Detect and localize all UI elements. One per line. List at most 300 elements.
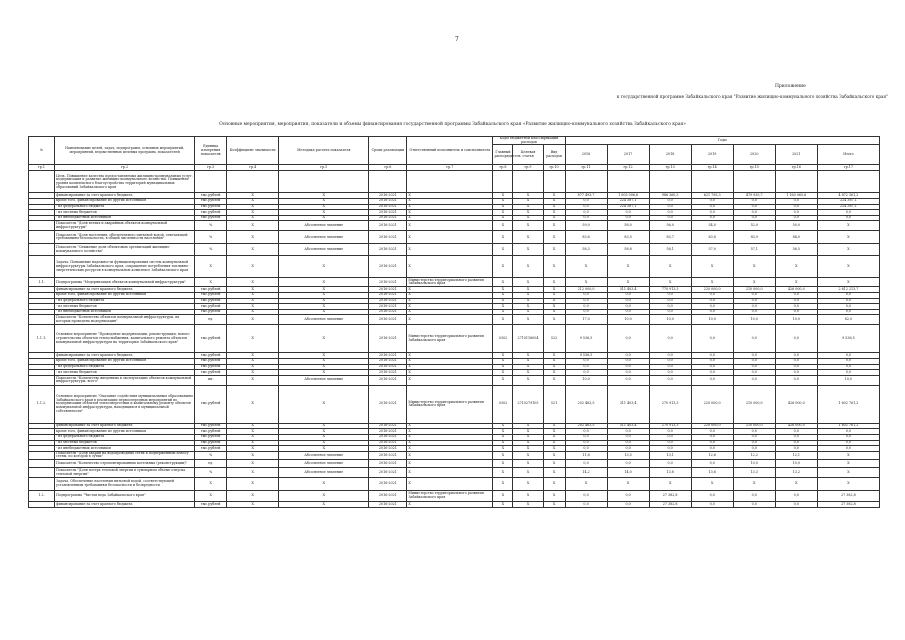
table-cell: X (195, 256, 227, 278)
table-cell: 13,5 (607, 451, 649, 459)
header-kbk-cs: Целевая статья (513, 145, 543, 165)
table-cell: 0302 (493, 325, 513, 353)
table-cell: 2016-2021 (369, 353, 407, 359)
table-cell: X (279, 215, 369, 221)
table-cell: 0,0 (565, 210, 607, 216)
table-cell: 0,0 (817, 298, 879, 304)
table-cell: - из федерального бюджета (55, 434, 195, 440)
table-cell: 2016-2021 (369, 204, 407, 210)
table-cell: 2710279105 (513, 385, 543, 423)
table-cell: X (407, 423, 493, 429)
table-cell: X (543, 292, 565, 298)
table-cell: 1 602 761,2 (817, 385, 879, 423)
table-cell: X (407, 231, 493, 244)
table-cell: 0,0 (649, 358, 691, 364)
table-cell: 0,0 (649, 304, 691, 310)
table-cell: X (649, 256, 691, 278)
table-cell: 13,8 (649, 468, 691, 478)
table-cell: тыс.рублей (195, 446, 227, 452)
table-cell (29, 478, 55, 491)
table-cell: 210 000,0 (733, 385, 775, 423)
col-num: гр.2 (55, 165, 195, 171)
table-cell: 0,0 (649, 204, 691, 210)
table-cell: Показатель "Количество введенных в эксплуатацию объектов коммунальной инфраструктуры, всего" (55, 375, 195, 385)
table-cell: 2016-2021 (369, 478, 407, 491)
table-cell: 14,2 (565, 468, 607, 478)
col-num: гр.9 (513, 165, 543, 171)
table-cell: 0,0 (691, 370, 733, 376)
table-cell: 0,0 (817, 358, 879, 364)
table-cell: X (513, 353, 543, 359)
table-cell: X (279, 304, 369, 310)
table-cell: X (493, 358, 513, 364)
table-cell: - из местных бюджетов (55, 370, 195, 376)
table-cell: 54,0 (691, 221, 733, 231)
table-cell: X (513, 278, 543, 287)
table-cell: 0,0 (691, 429, 733, 435)
table-cell: 0,0 (649, 325, 691, 353)
table-cell: 0,0 (607, 375, 649, 385)
table-cell: 2016-2021 (369, 451, 407, 459)
table-cell: 479 935,7 (733, 193, 775, 199)
table-cell: 0,0 (775, 325, 817, 353)
table-cell: X (407, 304, 493, 310)
table-cell: Абсолютное значение (279, 315, 369, 325)
table-cell: 0,0 (565, 199, 607, 205)
table-cell: 0,0 (775, 502, 817, 508)
table-cell: 56,0 (649, 221, 691, 231)
table-cell: X (407, 502, 493, 508)
table-cell: 57,0 (691, 244, 733, 256)
table-cell: тыс.рублей (195, 309, 227, 315)
table-cell: 0,0 (733, 309, 775, 315)
table-cell: 0,0 (775, 298, 817, 304)
table-cell: 2016-2021 (369, 364, 407, 370)
table-cell: X (543, 199, 565, 205)
table-cell: 12,1 (775, 451, 817, 459)
table-cell: X (543, 304, 565, 310)
table-row (29, 502, 880, 508)
table-cell: X (513, 204, 543, 210)
table-cell: X (227, 193, 279, 199)
table-cell: 0,0 (649, 309, 691, 315)
table-cell: 0,0 (607, 304, 649, 310)
table-cell: X (279, 429, 369, 435)
table-cell: X (493, 193, 513, 199)
table-cell: X (407, 429, 493, 435)
table-cell: 1 005 006,6 (607, 193, 649, 199)
table-cell: X (227, 325, 279, 353)
header-year-2021: 2021 (775, 145, 817, 165)
table-cell: 2016-2021 (369, 491, 407, 502)
table-cell: X (227, 385, 279, 423)
page-number: 7 (455, 36, 459, 43)
header-term: Сроки реализации (369, 137, 407, 165)
table-cell: 0,0 (607, 440, 649, 446)
table-cell: 0,0 (691, 491, 733, 502)
table-cell: X (407, 204, 493, 210)
table-cell (29, 171, 55, 193)
table-cell: тыс.рублей (195, 434, 227, 440)
table-cell (513, 171, 543, 193)
table-cell: Показатель "Доля потерь тепловой энергии в суммарном объеме отпуска тепловой энергии" (55, 468, 195, 478)
table-cell: 0,0 (607, 434, 649, 440)
table-cell: 10,0 (733, 460, 775, 468)
table-cell: 0,0 (649, 440, 691, 446)
col-num: гр.7 (407, 165, 493, 171)
table-cell: 0,0 (607, 210, 649, 216)
table-cell: 2016-2021 (369, 244, 407, 256)
table-cell: 2016-2021 (369, 298, 407, 304)
table-cell: Основное мероприятие "Проведение модернизации, реконструкции, нового строительства объектов теплоснабжения, капитального ремонта объектов коммунальной инфраструктуры на территории Забайкальского края" (55, 325, 195, 353)
table-cell: 0,0 (775, 429, 817, 435)
table-cell (29, 244, 55, 256)
table-cell: 82,0 (817, 315, 879, 325)
table-cell: 0,0 (775, 364, 817, 370)
table-cell: ед. (195, 460, 227, 468)
table-cell: Подпрограмма "Чистая вода Забайкальского края" (55, 491, 195, 502)
col-num: гр.16 (775, 165, 817, 171)
table-cell: Показатель "Доля населения, обеспеченного питьевой водой, отвечающей требованиям безопасности, в общей численности населения" (55, 231, 195, 244)
table-cell: X (607, 278, 649, 287)
table-cell (227, 171, 279, 193)
table-cell: 2016-2021 (369, 231, 407, 244)
table-cell: 210 000,0 (733, 287, 775, 293)
table-cell: 0,0 (733, 325, 775, 353)
header-unit: Единица измерения показателя (195, 137, 227, 165)
table-cell: 224 387,1 (607, 204, 649, 210)
table-cell: 0,0 (691, 199, 733, 205)
table-cell: X (279, 278, 369, 287)
header-year-2017: 2017 (607, 145, 649, 165)
table-cell: X (279, 309, 369, 315)
table-cell: кроме того, финансирование из других источников (55, 292, 195, 298)
table-cell: 311 403,4 (607, 287, 649, 293)
table-cell: X (493, 292, 513, 298)
table-cell: X (513, 370, 543, 376)
table-cell: 0,0 (691, 292, 733, 298)
table-cell: Абсолютное значение (279, 231, 369, 244)
table-cell: 0,0 (691, 325, 733, 353)
table-cell: 270 913,3 (649, 385, 691, 423)
table-cell: X (227, 309, 279, 315)
table-cell: Министерство территориального развития Забайкальского края (407, 278, 493, 287)
table-cell: 0,0 (817, 353, 879, 359)
table-cell: 0,0 (607, 353, 649, 359)
table-cell: 0,0 (607, 215, 649, 221)
table-cell: 2016-2021 (369, 440, 407, 446)
table-cell (407, 171, 493, 193)
table-cell: X (493, 244, 513, 256)
header-no: № (29, 137, 55, 165)
table-cell: X (279, 292, 369, 298)
table-cell: X (493, 287, 513, 293)
table-cell: тыс.рублей (195, 370, 227, 376)
table-row (29, 231, 880, 244)
table-cell: X (227, 478, 279, 491)
table-row (29, 325, 880, 353)
table-cell: Показатель "Количество объектов коммунальной инфраструктуры, на которых проведена модернизация" (55, 315, 195, 325)
table-cell: % (195, 451, 227, 459)
table-cell: X (407, 468, 493, 478)
table-cell: Задача. Повышение надежности функционирования систем коммунальной инфраструктуры Забайкальского края, сокращение потребления топливно-энергетических ресурсов в коммунальном комплексе Забайкальского края (55, 256, 195, 278)
table-cell: финансирование за счет краевого бюджета (55, 353, 195, 359)
table-cell: 0,0 (565, 358, 607, 364)
table-cell: 426 000,0 (775, 287, 817, 293)
col-num: гр.13 (649, 165, 691, 171)
table-cell: Министерство территориального развития Забайкальского края (407, 491, 493, 502)
table-cell: 27 382,8 (649, 491, 691, 502)
table-cell: 0,0 (691, 304, 733, 310)
table-cell: 0,0 (565, 292, 607, 298)
table-cell: 2016-2021 (369, 468, 407, 478)
table-cell: X (513, 478, 543, 491)
table-cell: 0,0 (691, 502, 733, 508)
table-cell: 0,0 (607, 358, 649, 364)
table-cell: X (513, 468, 543, 478)
table-cell: 0,0 (607, 292, 649, 298)
table-cell: X (493, 199, 513, 205)
table-cell: 0,0 (565, 204, 607, 210)
table-cell: тыс.рублей (195, 193, 227, 199)
table-cell: X (493, 423, 513, 429)
table-cell: X (279, 358, 369, 364)
table-cell: X (227, 446, 279, 452)
table-cell: X (513, 210, 543, 216)
table-cell: 1.1.2. (29, 385, 55, 423)
table-cell: тыс.рублей (195, 287, 227, 293)
table-cell (29, 256, 55, 278)
table-cell: 202 463,5 (565, 385, 607, 423)
table-cell (817, 171, 879, 193)
table-cell: X (227, 423, 279, 429)
table-cell: 0,0 (775, 309, 817, 315)
table-cell: 2016-2021 (369, 199, 407, 205)
program-reference: к государственной программе Забайкальского края "Развитие жилищно-коммунального хозяйства Забайкальского края" (616, 94, 888, 99)
table-cell: 0,0 (775, 370, 817, 376)
table-cell: 0,0 (817, 210, 879, 216)
table-cell: тыс.рублей (195, 364, 227, 370)
table-cell: 0,0 (649, 429, 691, 435)
table-cell: X (513, 358, 543, 364)
table-cell: X (493, 440, 513, 446)
table-cell: тыс.рублей (195, 440, 227, 446)
table-cell: 0,0 (733, 364, 775, 370)
table-cell: 10,0 (565, 375, 607, 385)
table-cell: X (227, 353, 279, 359)
table-cell: X (279, 446, 369, 452)
table-cell: X (543, 451, 565, 459)
table-cell: Абсолютное значение (279, 460, 369, 468)
table-cell: 0,0 (649, 434, 691, 440)
table-cell: 0,0 (733, 440, 775, 446)
header-year-2020: 2020 (733, 145, 775, 165)
appendix-label: Приложение (775, 84, 806, 89)
table-cell: X (279, 204, 369, 210)
table-cell: X (775, 256, 817, 278)
table-cell: тыс.рублей (195, 292, 227, 298)
table-cell: % (195, 231, 227, 244)
table-cell: X (227, 199, 279, 205)
table-cell: X (195, 491, 227, 502)
table-cell: 0,0 (775, 210, 817, 216)
table-cell: 986 360,3 (649, 193, 691, 199)
table-cell: 426 000,0 (775, 385, 817, 423)
table-cell: - из федерального бюджета (55, 204, 195, 210)
table-cell: X (493, 210, 513, 216)
table-cell: тыс.рублей (195, 423, 227, 429)
table-cell: X (227, 298, 279, 304)
table-cell: X (279, 440, 369, 446)
table-cell: X (227, 315, 279, 325)
table-cell: тыс.рублей (195, 429, 227, 435)
table-cell (29, 451, 55, 459)
table-cell: - из местных бюджетов (55, 304, 195, 310)
table-cell: X (279, 423, 369, 429)
table-cell: X (227, 375, 279, 385)
table-cell: X (227, 256, 279, 278)
table-cell: X (279, 199, 369, 205)
table-cell: Показатель "Снижение доли объектовых организаций жилищно-коммунального хозяйства" (55, 244, 195, 256)
table-cell: 13,1 (649, 451, 691, 459)
table-cell: 0,0 (775, 215, 817, 221)
table-cell: финансирование за счет краевого бюджета (55, 423, 195, 429)
table-cell (493, 171, 513, 193)
table-cell: тыс.рублей (195, 353, 227, 359)
table-cell: X (607, 478, 649, 491)
table-cell: X (227, 364, 279, 370)
table-cell: 0,0 (565, 440, 607, 446)
table-cell: 10,0 (649, 315, 691, 325)
table-cell: 0,0 (733, 292, 775, 298)
table-cell: X (513, 309, 543, 315)
table-cell: X (513, 193, 543, 199)
table-cell: 27 382,8 (649, 502, 691, 508)
table-cell: X (513, 256, 543, 278)
col-num: гр.15 (733, 165, 775, 171)
table-cell: X (513, 440, 543, 446)
table-cell: X (543, 215, 565, 221)
table-cell: 0,0 (775, 358, 817, 364)
header-kbk-group: Коды бюджетной классификации расходов (493, 137, 565, 145)
table-cell: 0,0 (733, 215, 775, 221)
table-cell: X (543, 440, 565, 446)
table-cell: 0,0 (691, 375, 733, 385)
table-cell: X (407, 451, 493, 459)
table-cell: 83,9 (733, 231, 775, 244)
table-cell: % (195, 244, 227, 256)
table-cell: 2016-2021 (369, 325, 407, 353)
table-cell: X (227, 210, 279, 216)
table-cell: 0,0 (733, 446, 775, 452)
table-cell: X (407, 298, 493, 304)
table-cell: X (513, 460, 543, 468)
table-cell: тыс.рублей (195, 215, 227, 221)
col-num: гр.6 (369, 165, 407, 171)
table-cell: X (543, 210, 565, 216)
table-cell: X (493, 304, 513, 310)
table-cell: 13,6 (691, 468, 733, 478)
table-row (29, 460, 880, 468)
table-cell: X (543, 502, 565, 508)
header-method: Методика расчета показателя (279, 137, 369, 165)
table-cell: X (227, 468, 279, 478)
table-cell: тыс.рублей (195, 304, 227, 310)
table-cell: 0,0 (775, 491, 817, 502)
table-cell: X (543, 315, 565, 325)
table-cell: 10,0 (817, 375, 879, 385)
table-cell: Задача. Обеспечение населения питьевой водой, соответствующей установленным требованиям безопасности и безвредности (55, 478, 195, 491)
document-title: Основные мероприятия, мероприятия, показатели и объемы финансирования государственной программы Забайкальского края «Развитие жилищно-коммунального хозяйства Забайкальского края» (219, 122, 686, 127)
table-cell: X (691, 278, 733, 287)
table-cell: 877 493,7 (565, 193, 607, 199)
table-cell: X (493, 451, 513, 459)
table-cell: 2016-2021 (369, 429, 407, 435)
table-cell: 83,6 (565, 231, 607, 244)
table-cell: 2 612 213,7 (817, 287, 879, 293)
table-cell: - из федерального бюджета (55, 364, 195, 370)
table-cell: Подпрограмма "Модернизация объектов коммунальной инфраструктуры" (55, 278, 195, 287)
table-cell: 52,0 (733, 221, 775, 231)
table-cell: 2016-2021 (369, 385, 407, 423)
table-cell: 0,0 (649, 210, 691, 216)
table-cell: 17,0 (565, 315, 607, 325)
table-cell: X (775, 278, 817, 287)
table-cell: 0,0 (775, 199, 817, 205)
col-num: гр.8 (493, 165, 513, 171)
table-cell (29, 460, 55, 468)
table-cell: 0,0 (607, 298, 649, 304)
table-cell: X (817, 256, 879, 278)
table-cell: 0,0 (733, 429, 775, 435)
table-cell: 0,0 (565, 370, 607, 376)
table-cell: X (493, 446, 513, 452)
table-cell: X (195, 478, 227, 491)
col-num: гр.3 (195, 165, 227, 171)
table-cell: 0,0 (691, 309, 733, 315)
table-cell: 57,1 (733, 244, 775, 256)
table-cell (607, 171, 649, 193)
table-cell: 212 000,0 (565, 287, 607, 293)
table-cell: 220 000,0 (691, 385, 733, 423)
table-cell: 0,0 (607, 460, 649, 468)
table-cell: 2016-2021 (369, 221, 407, 231)
table-cell: 0,0 (733, 434, 775, 440)
table-cell: X (543, 468, 565, 478)
table-cell: X (407, 215, 493, 221)
table-cell: X (407, 353, 493, 359)
table-cell: X (513, 502, 543, 508)
table-cell: 0,0 (775, 375, 817, 385)
table-cell: X (227, 440, 279, 446)
col-num: гр.4 (227, 165, 279, 171)
table-cell: 27 382,8 (817, 491, 879, 502)
table-cell: 0,0 (607, 364, 649, 370)
table-cell: 2016-2021 (369, 287, 407, 293)
table-cell: шт. (195, 375, 227, 385)
table-cell: X (543, 353, 565, 359)
table-cell: X (513, 429, 543, 435)
table-cell: 2016-2021 (369, 210, 407, 216)
table-cell: кроме того, финансирование из других источников (55, 358, 195, 364)
table-cell: X (817, 278, 879, 287)
table-cell: X (817, 451, 879, 459)
table-row (29, 278, 880, 287)
table-cell: - из внебюджетных источников (55, 309, 195, 315)
table-cell: X (733, 256, 775, 278)
table-cell: X (543, 423, 565, 429)
table-cell (195, 171, 227, 193)
